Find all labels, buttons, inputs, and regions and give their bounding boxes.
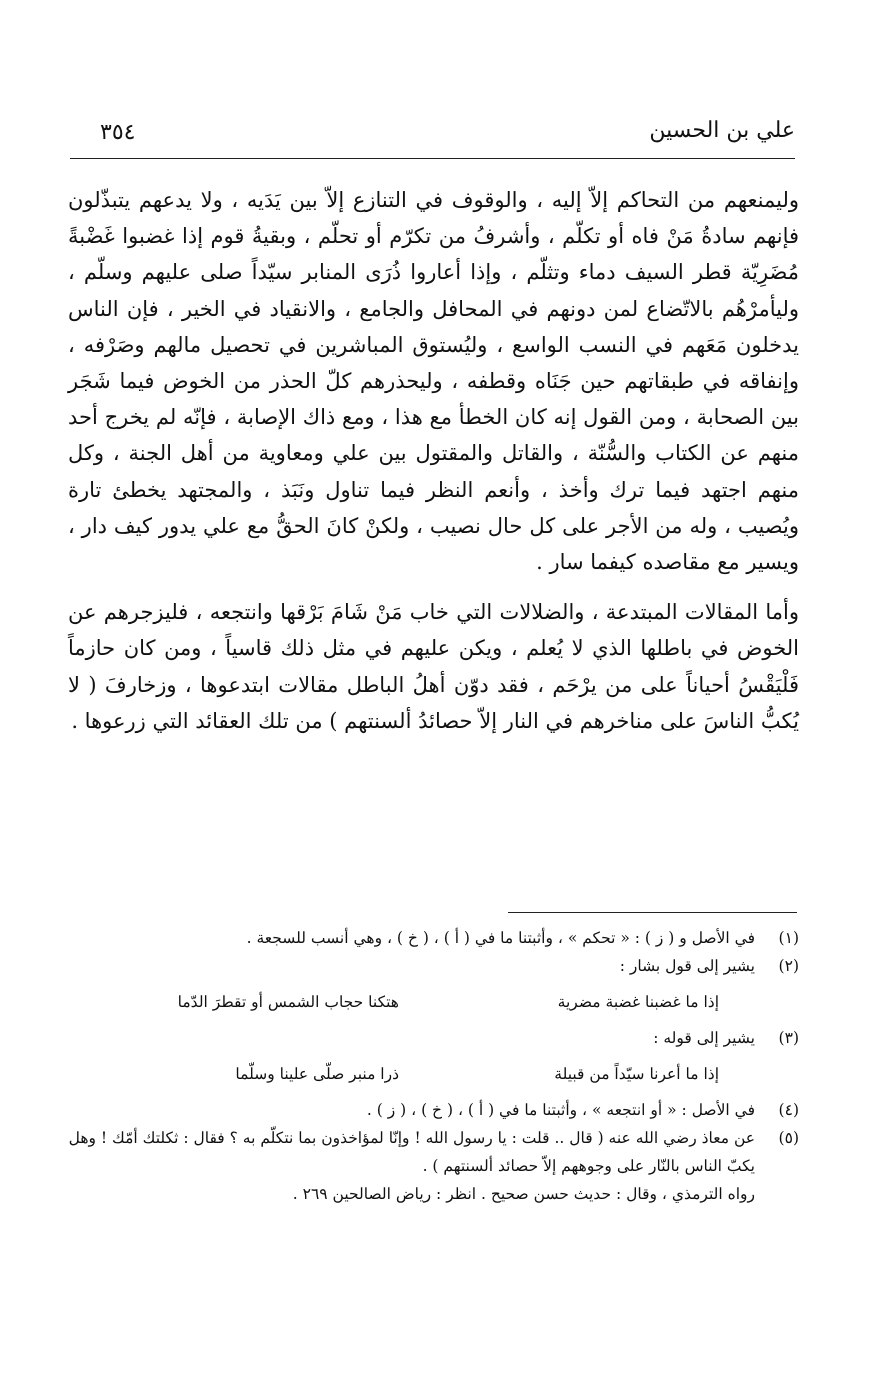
footnotes [66, 924, 799, 1208]
paragraph: وليمنعهم من التحاكم إلاّ إليه ، والوقوف في التنازع إلاّ بين يَدَيه ، ولا يدعهم يتبذّلون فإنهم سادةُ مَنْ فاه أو تكلّم ، وأشرفُ من تكرّم أو تحلّم ، وبقيةُ قوم إذا غضبوا غَضْبةً مُضَرِيّة قطر السيف دماء وتثلّم ، وإذا أعاروا ذُرَى المنابر سيّداً صلى عليهم وسلّم ، وليأمرْهُم بالاتّضاع لمن دونهم في المحافل والجامع ، والانقياد في الخير ، فإن الناس يدخلون مَعَهم في النسب الواسع ، وليُستوق المباشرين في تحصيل مالهم وصَرْفه ، وإنفاقه في طبقاتهم حين جَنَاه وقطفه ، وليحذرهم كلّ الحذر من الخوض فيما شَجَر بين الصحابة ، ومن القول إنه كان الخطأ مع هذا ، ومع ذاك الإصابة ، فإنّه لم يخرج أحد منهم عن الكتاب والسُّنّة ، والقاتل والمقتول بين علي ومعاوية من أهل الجنة ، وكل منهم اجتهد فيما ترك وأخذ ، وأنعم النظر فيما تناول ونَبَذ ، والمجتهد يخطئ تارة ويُصيب ، وله من الأجر على كل حال نصيب ، ولكنْ كانَ الحقُّ مع علي يدور كيف دار ، ويسير مع مقاصده كيفما سار . [68, 188, 800, 575]
header-rule [70, 158, 795, 159]
page-header [70, 118, 795, 160]
footnote-number: (٤) [778, 1101, 799, 1119]
verse-hemistich: ذرا منبر صلّى علينا وسلّما [235, 1065, 399, 1083]
footnote-text: عن معاذ رضي الله عنه ( قال .. قلت : يا رسول الله ! وإنّا لمؤاخذون بما نتكلّم به ؟ فقال : ثكلتك أمّك ! وهل يكبّ الناس بالنّار على وجوههم إلاّ حصائد ألسنتهم ) . [68, 1129, 755, 1175]
footnote [66, 952, 799, 980]
verse-hemistich: إذا ما غضبنا غضبة مضرية [557, 993, 719, 1011]
footnote [66, 1024, 799, 1052]
footnote-rule [508, 912, 797, 913]
footnote-text: يشير إلى قول بشار : [619, 957, 755, 975]
paragraph: وأما المقالات المبتدعة ، والضلالات التي خاب مَنْ شَامَ بَرْقها وانتجعه ، فليزجرهم عن الخوض في باطلها الذي لا يُعلم ، ويكن عليهم في مثل ذلك قاسياً ، ومن كان حازماً فَلْيَقْسُ أحياناً على من يرْحَم ، فقد دوّن أهلُ الباطل مقالات ابتدعوها ، وزخارفَ ( لا يُكبُّ الناسَ على مناخرهم في النار إلاّ حصائدُ ألسنتهم ) من تلك العقائد التي زرعوها . [68, 600, 799, 733]
footnote [66, 1096, 799, 1124]
page-number: ٣٥٤ [100, 120, 136, 145]
footnote-number: (٢) [778, 957, 799, 975]
main-text [68, 182, 799, 739]
footnote-text: في الأصل و ( ز ) : « تحكم » ، وأثبتنا ما في ( أ ) ، ( خ ) ، وهي أنسب للسجعة . [246, 929, 755, 947]
running-title: علي بن الحسين [649, 118, 795, 143]
verse [66, 988, 719, 1016]
footnote-text: يشير إلى قوله : [653, 1029, 755, 1047]
verse-hemistich: هتكنا حجاب الشمس أو تقطرَ الدّما [177, 993, 399, 1011]
footnote-source: رواه الترمذي ، وقال : حديث حسن صحيح . انظر : رياض الصالحين ٢٦٩ . [292, 1185, 755, 1203]
verse-hemistich: إذا ما أعرنا سيّداً من قبيلة [554, 1065, 719, 1083]
footnote-number: (٣) [778, 1029, 799, 1047]
footnote [66, 924, 799, 952]
footnote [66, 1124, 799, 1180]
footnote-text: في الأصل : « أو انتجعه » ، وأثبتنا ما في ( أ ) ، ( خ ) ، ( ز ) . [366, 1101, 755, 1119]
footnote-number: (٥) [778, 1129, 799, 1147]
footnote-number: (١) [778, 929, 799, 947]
verse [66, 1060, 719, 1088]
